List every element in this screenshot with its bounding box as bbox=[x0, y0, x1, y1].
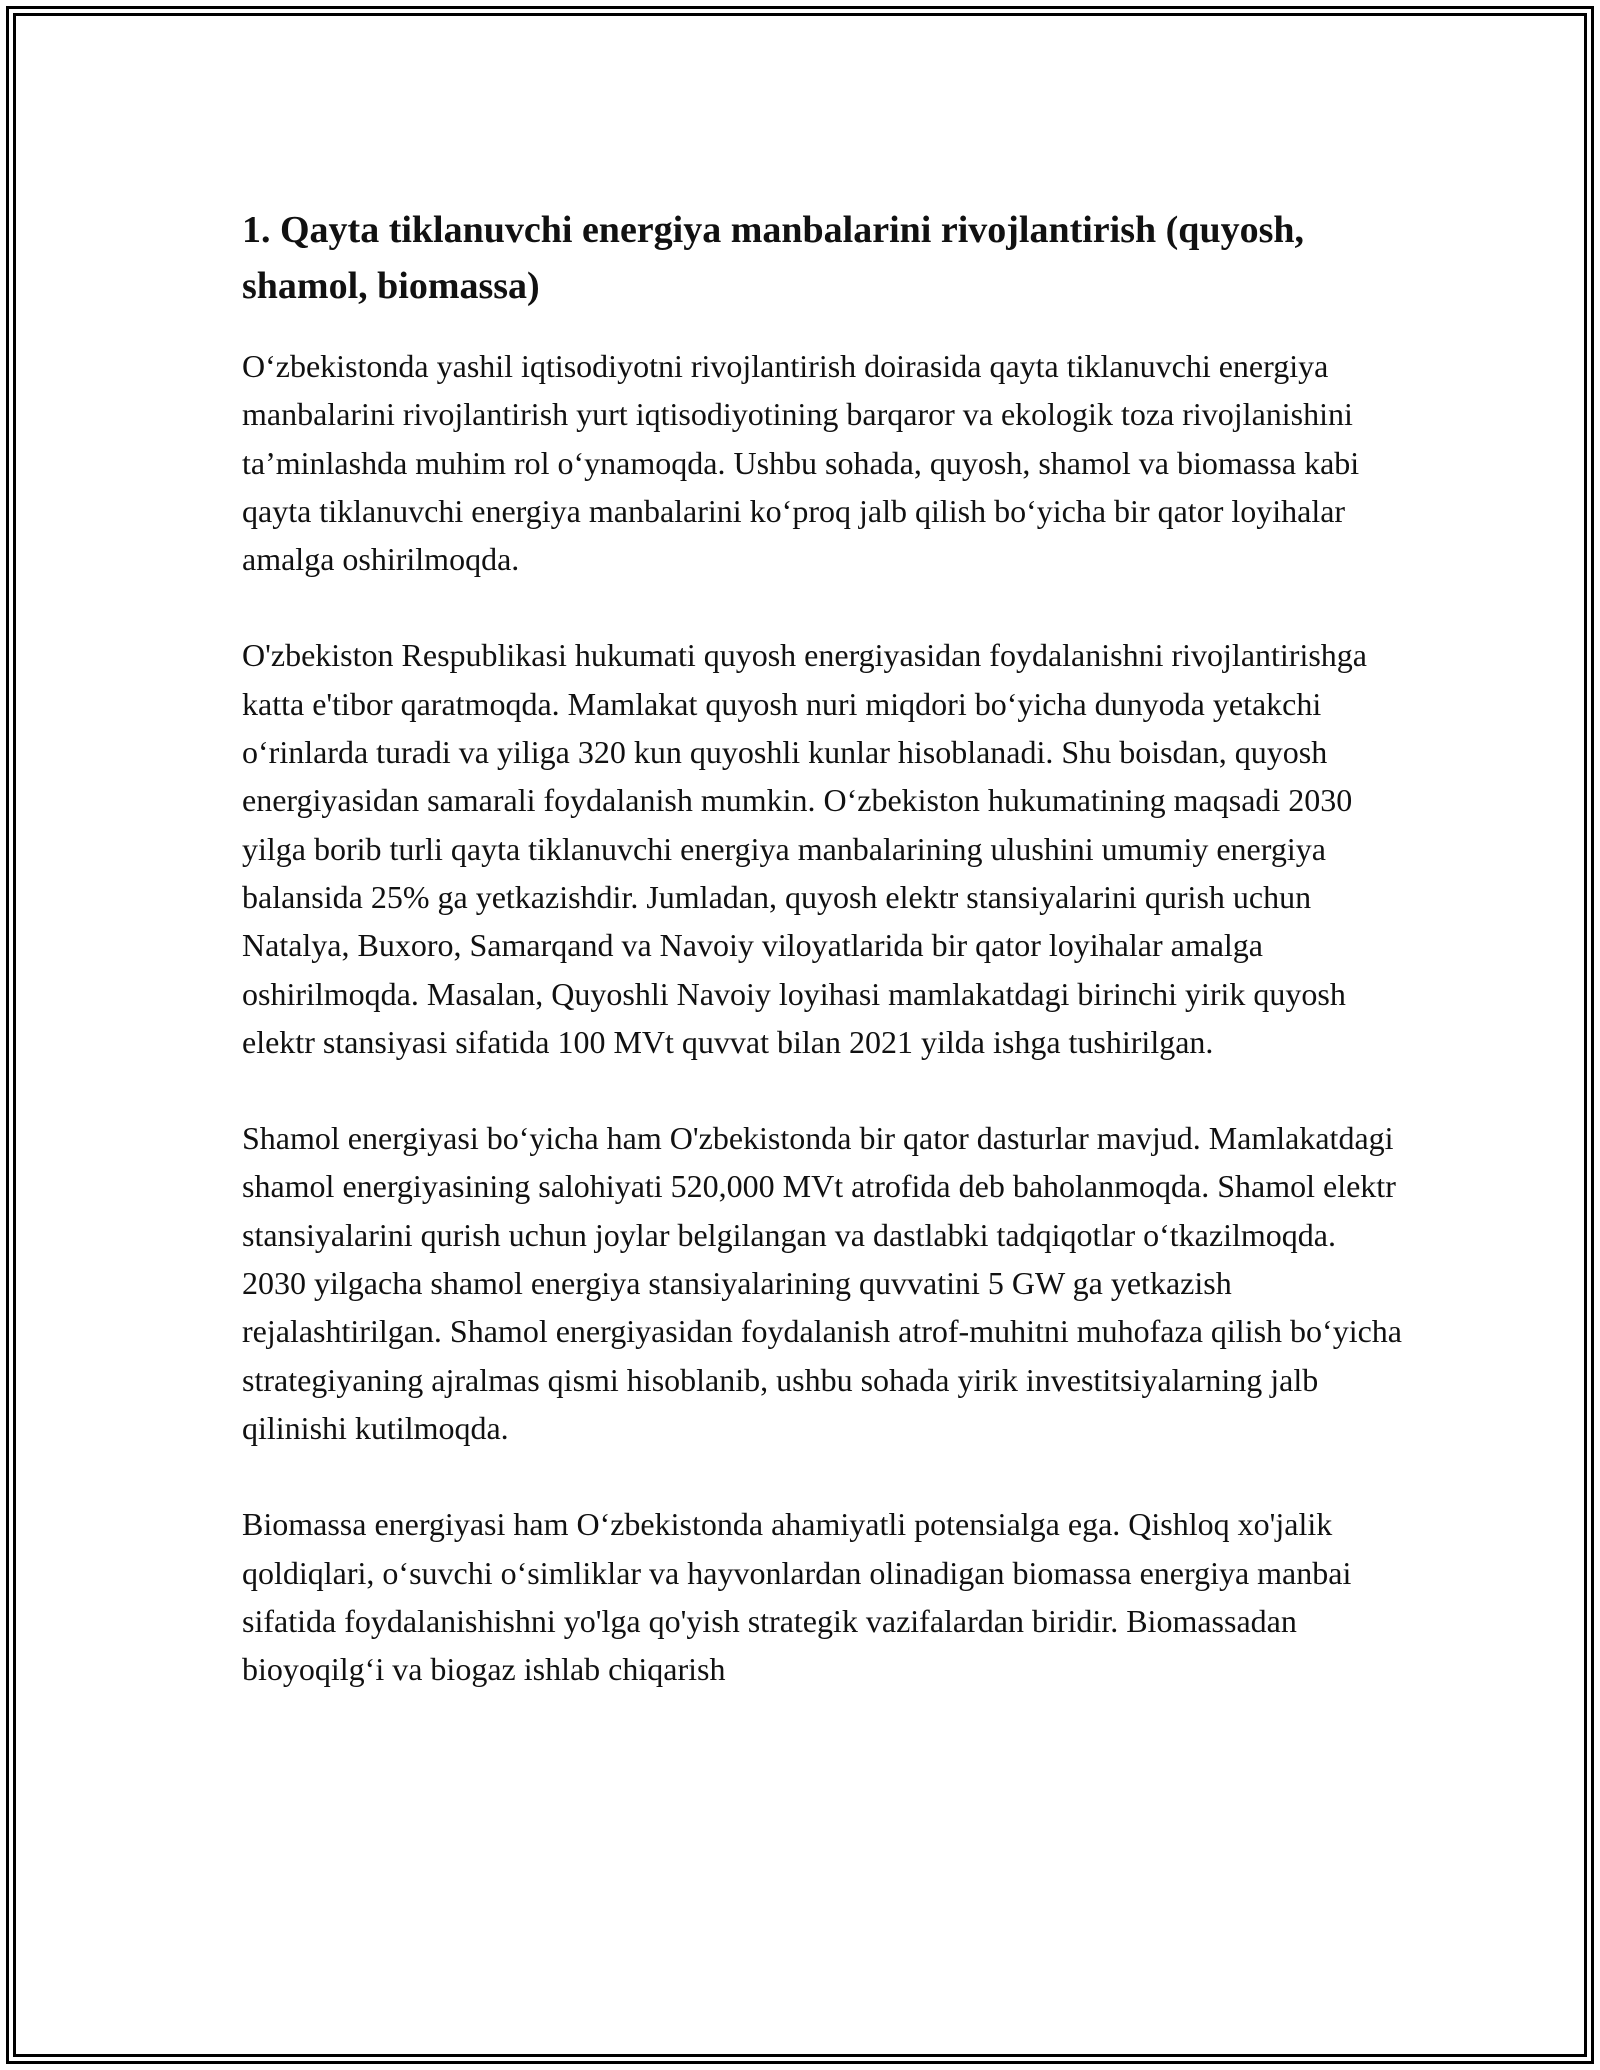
paragraph-solar: O'zbekiston Respublikasi hukumati quyosh energiyasidan foydalanishni rivojlantirishga katta e'tibor qaratmoqda. Mamlakat quyosh nuri miqdori bo‘yicha dunyoda yetakchi o‘rinlarda turadi va yiliga 320 kun quyoshli kunlar hisoblanadi. Shu boisdan, quyosh energiyasidan samarali foydalanish mumkin. O‘zbekiston hukumatining maqsadi 2030 yilga borib turli qayta tiklanuvchi energiya manbalarining ulushini umumiy energiya balansida 25% ga yetkazishdir. Jumladan, quyosh elektr stansiyalarini qurish uchun Natalya, Buxoro, Samarqand va Navoiy viloyatlarida bir qator loyihalar amalga oshirilmoqda. Masalan, Quyoshli Navoiy loyihasi mamlakatdagi birinchi yirik quyosh elektr stansiyasi sifatida 100 MVt quvvat bilan 2021 yilda ishga tushirilgan. bbox=[242, 637, 1367, 1060]
page-frame bbox=[6, 6, 1594, 2064]
paragraph-intro: O‘zbekistonda yashil iqtisodiyotni rivojlantirish doirasida qayta tiklanuvchi energiya manbalarini rivojlantirish yurt iqtisodiyotining barqaror va ekologik toza rivojlanishini ta’minlashda muhim rol o‘ynamoqda. Ushbu sohada, quyosh, shamol va biomassa kabi qayta tiklanuvchi energiya manbalarini ko‘proq jalb qilish bo‘yicha bir qator loyihalar amalga oshirilmoqda. bbox=[242, 348, 1360, 578]
paragraph-wind: Shamol energiyasi bo‘yicha ham O'zbekistonda bir qator dasturlar mavjud. Mamlakatdagi shamol energiyasining salohiyati 520,000 MVt atrofida deb baholanmoqda. Shamol elektr stansiyalarini qurish uchun joylar belgilangan va dastlabki tadqiqotlar o‘tkazilmoqda. 2030 yilgacha shamol energiya stansiyalarining quvvatini 5 GW ga yetkazish rejalashtirilgan. Shamol energiyasidan foydalanish atrof-muhitni muhofaza qilish bo‘yicha strategiyaning ajralmas qismi hisoblanib, ushbu sohada yirik investitsiyalarning jalb qilinishi kutilmoqda. bbox=[242, 1120, 1402, 1446]
page-frame-inner-border bbox=[13, 13, 1587, 2057]
section-heading: 1. Qayta tiklanuvchi energiya manbalarini rivojlantirish (quyosh, shamol, biomassa) bbox=[242, 209, 1304, 307]
document-body bbox=[242, 202, 1402, 1741]
paragraph-biomass: Biomassa energiyasi ham O‘zbekistonda ahamiyatli potensialga ega. Qishloq xo'jalik qoldiqlari, o‘suvchi o‘simliklar va hayvonlardan olinadigan biomassa energiya manbai sifatida foydalanishishni yo'lga qo'yish strategik vazifalardan biridir. Biomassadan bioyoqilg‘i va biogaz ishlab chiqarish bbox=[242, 1506, 1352, 1688]
